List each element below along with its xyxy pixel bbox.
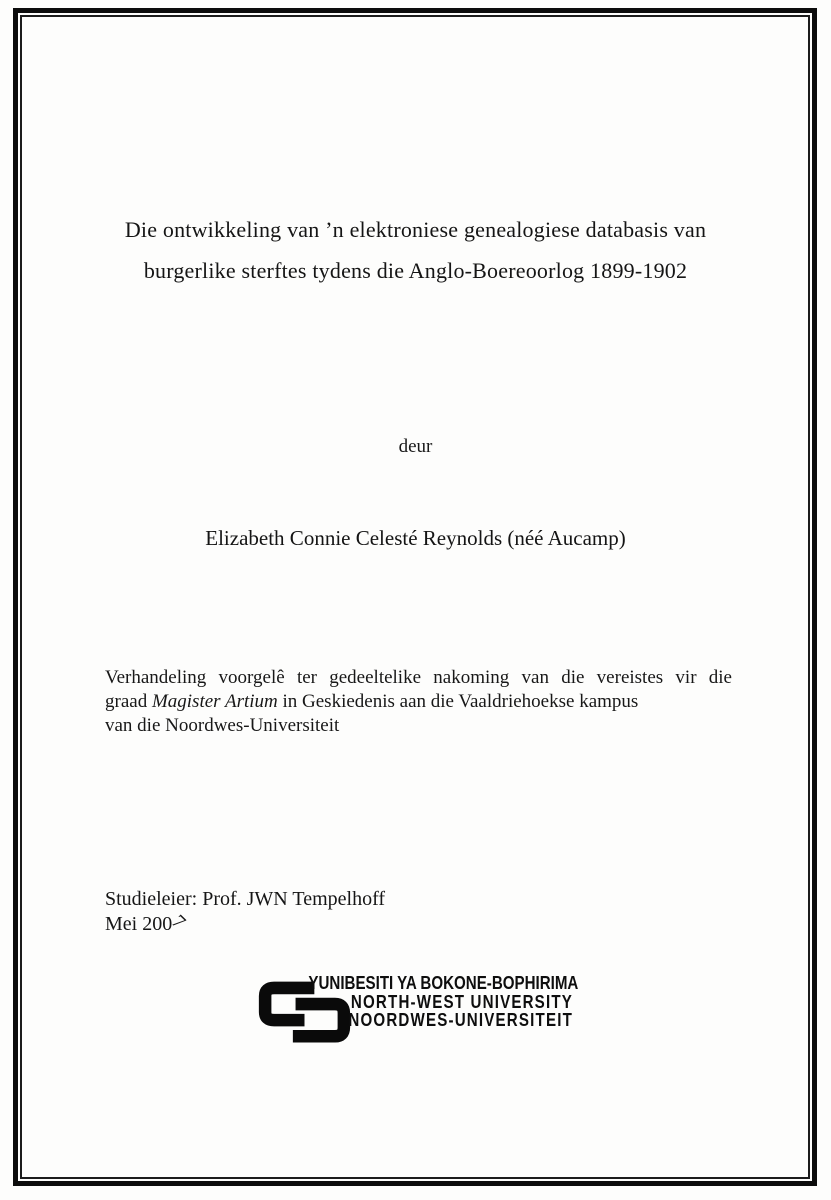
degree-name-italic: Magister Artium [151,691,278,712]
wordmark-line-setswana: YUNIBESITI YA BOKONE-BOPHIRIMA [308,973,579,993]
thesis-title-line2: burgerlike sterftes tydens die Anglo-Boereoorlog 1899-1902 [143,258,688,283]
thesis-title [0,209,831,291]
date-last-digit: 7 [167,910,190,934]
author-name: Elizabeth Connie Celesté Reynolds (néé Aucamp) [205,526,626,550]
date-prefix: Mei 200 [105,913,173,935]
statement-line-2 [105,690,732,714]
statement-line-2-pre: graad [105,691,152,712]
wordmark-line-english: NORTH-WEST UNIVERSITY [350,991,573,1012]
wordmark-line-afrikaans: NOORDWES-UNIVERSITEIT [348,1010,573,1031]
thesis-title-line1: Die ontwikkeling van ’n elektroniese genealogiese databasis van [124,217,707,242]
footer-block [105,887,385,937]
date-line [105,912,385,937]
statement-line-1: Verhandeling voorgelê ter gedeeltelike nakoming van die vereistes vir die [105,667,732,688]
supervisor-line: Studieleier: Prof. JWN Tempelhoff [105,888,386,910]
statement-line-2-post: in Geskiedenis aan die Vaaldriehoekse kampus [277,691,639,712]
degree-statement [105,666,732,738]
statement-line-3: van die Noordwes-Universiteit [105,715,340,736]
byline-label: deur [398,436,433,457]
nwu-logo-wordmark [308,973,579,1031]
